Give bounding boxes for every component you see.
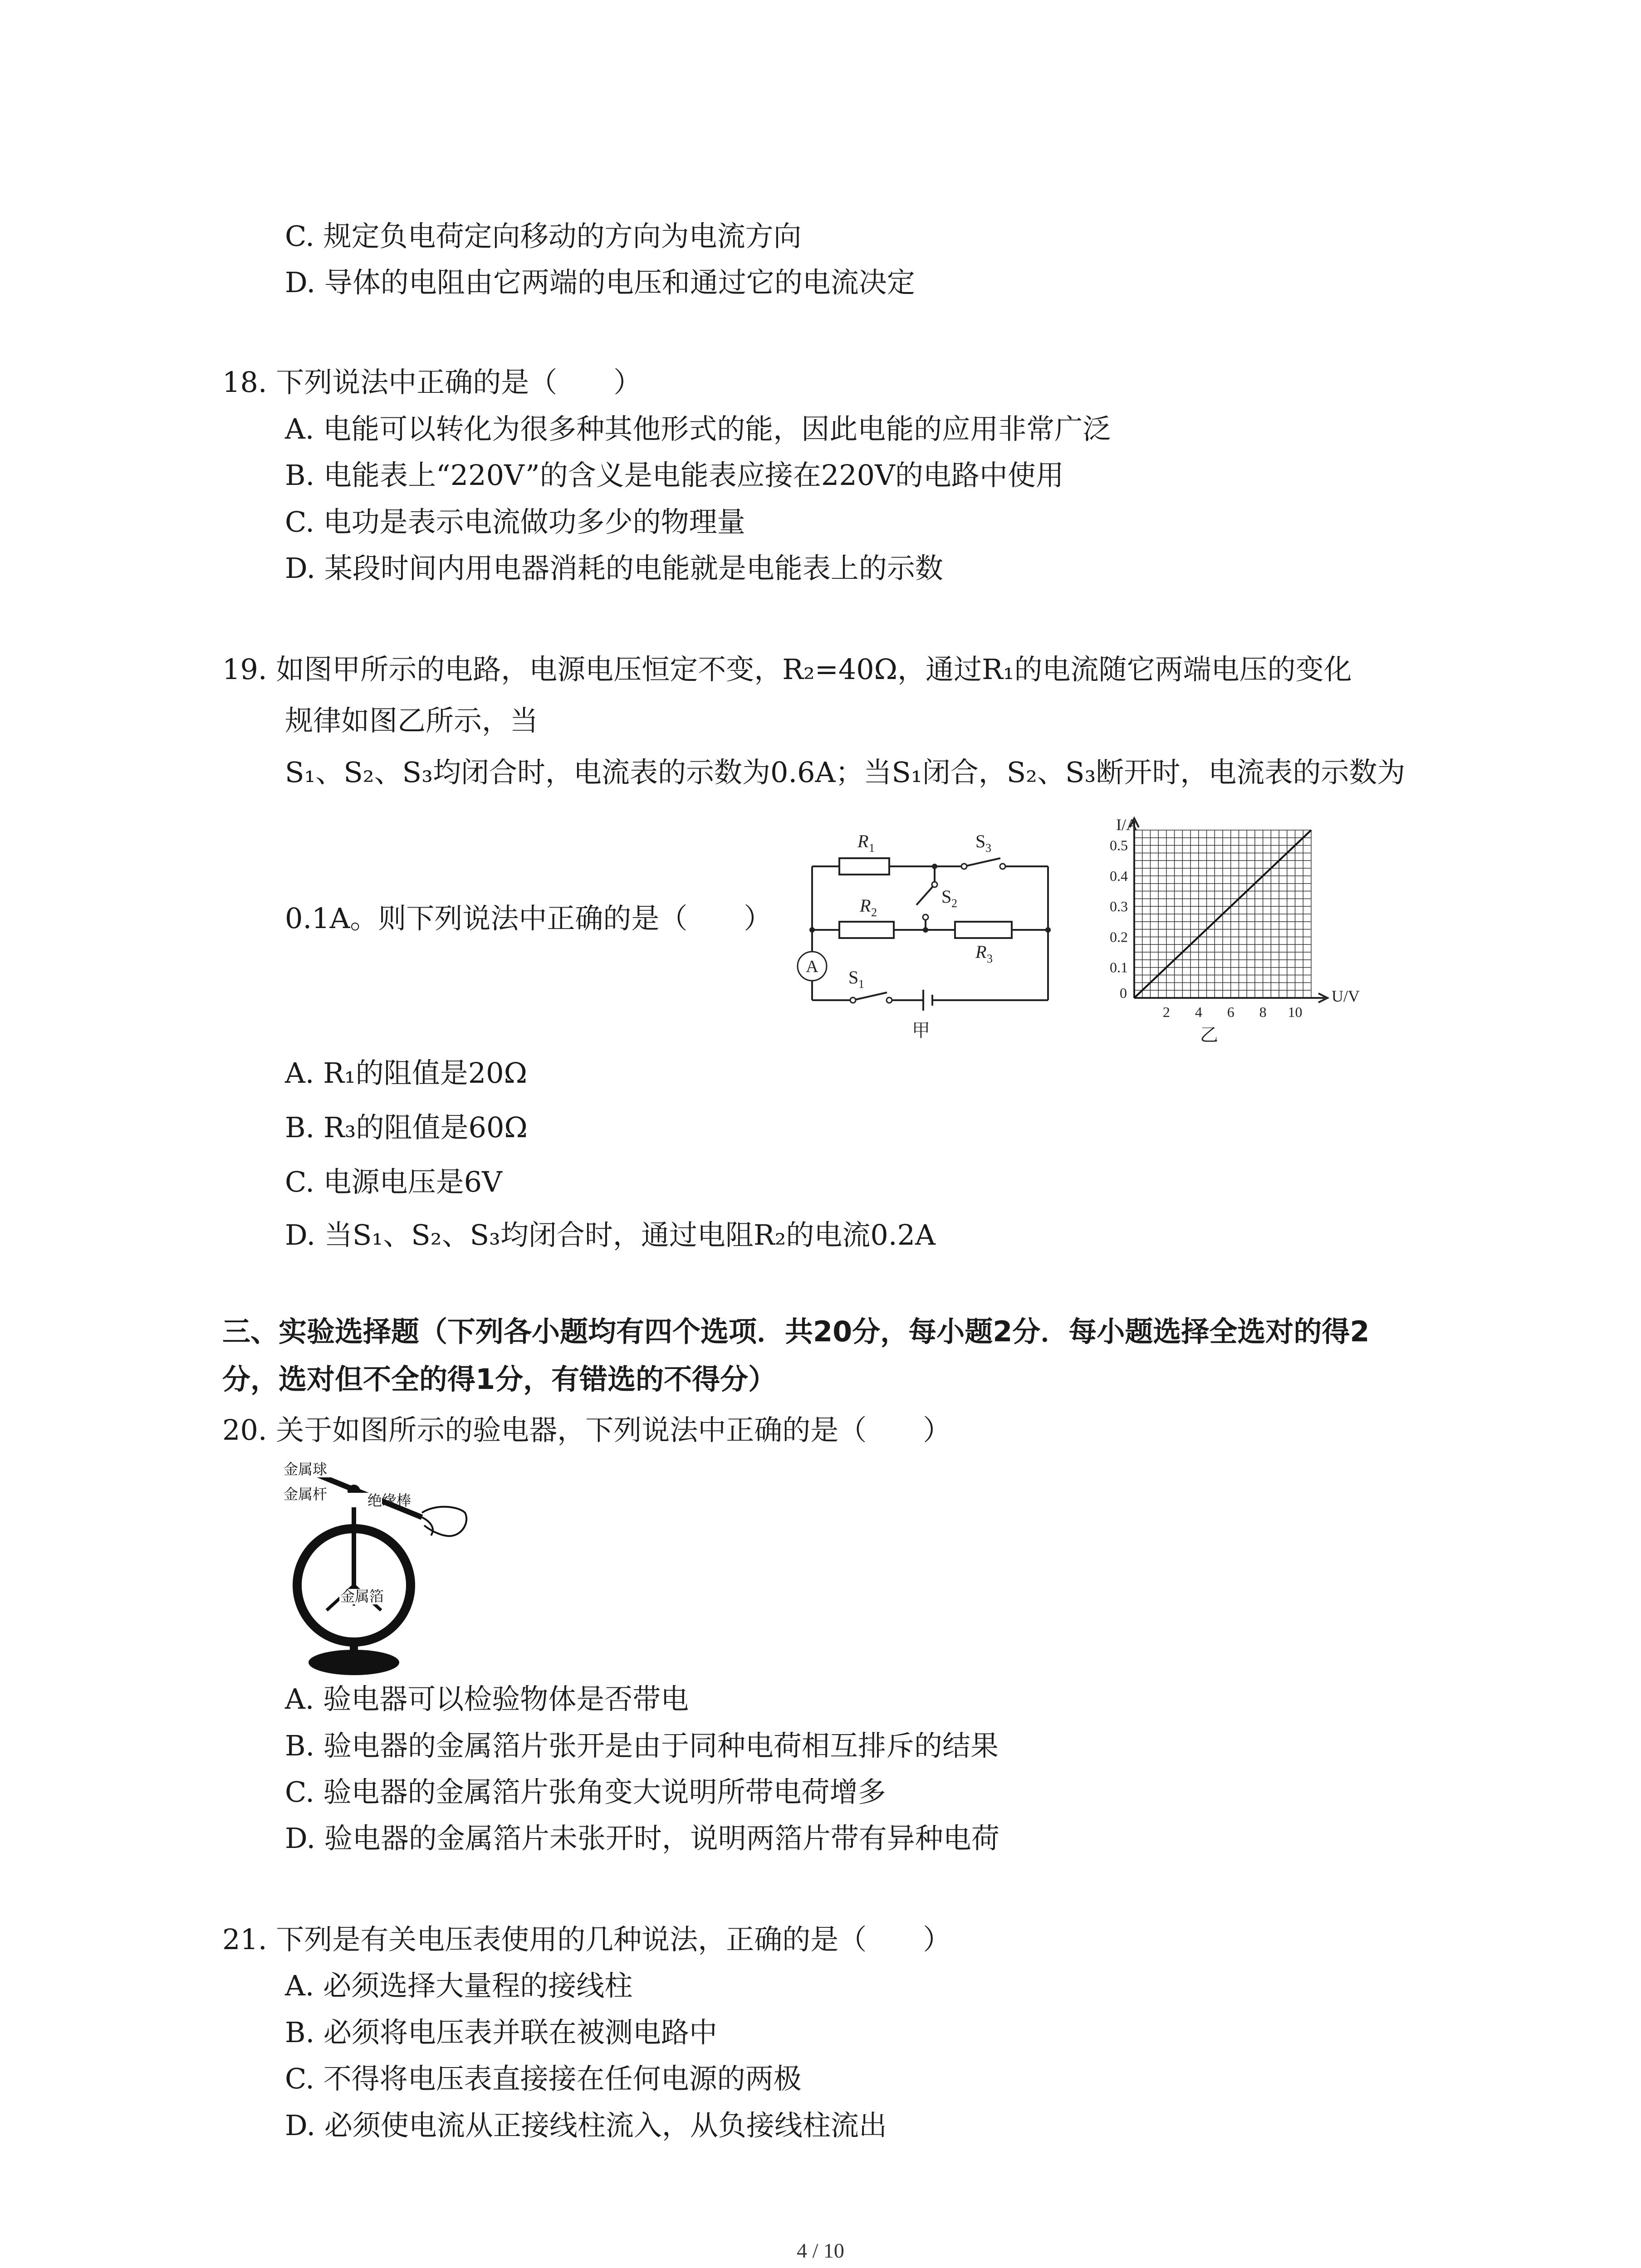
q19-option-d: D. 当S₁、S₂、S₃均闭合时，通过电阻R₂的电流0.2A bbox=[285, 1218, 936, 1251]
s2-label: S bbox=[941, 886, 952, 907]
q19-option-b: B. R₃的阻值是60Ω bbox=[285, 1111, 528, 1144]
r2-subscript: 2 bbox=[871, 906, 877, 919]
x-tick-label: 2 bbox=[1162, 1004, 1170, 1020]
y-tick-label: 0.3 bbox=[1110, 898, 1128, 915]
graph-origin-label: 0 bbox=[1120, 985, 1127, 1001]
q18-option-d: D. 某段时间内用电器消耗的电能就是电能表上的示数 bbox=[285, 552, 943, 585]
x-tick-label: 4 bbox=[1195, 1004, 1202, 1020]
graph-caption: 乙 bbox=[1200, 1025, 1218, 1046]
fig-label-foil: 金属箔 bbox=[340, 1588, 384, 1605]
y-tick-label: 0.1 bbox=[1110, 959, 1128, 976]
q19-stem-line-3: S₁、S₂、S₃均闭合时，电流表的示数为0.6A；当S₁闭合，S₂、S₃断开时，电流表的示数为 bbox=[285, 756, 1406, 789]
s3-label: S bbox=[975, 831, 986, 851]
circuit-caption: 甲 bbox=[912, 1020, 930, 1041]
r1-subscript: 1 bbox=[869, 841, 875, 855]
y-tick-label: 0.4 bbox=[1110, 867, 1128, 884]
graph-ylabel: I/A bbox=[1116, 816, 1138, 834]
r3-label: R bbox=[975, 942, 987, 962]
r2-label: R bbox=[860, 895, 871, 916]
q17-option-d: D. 导体的电阻由它两端的电压和通过它的电流决定 bbox=[285, 266, 915, 299]
q20-option-d: D. 验电器的金属箔片未张开时，说明两箔片带有异种电荷 bbox=[285, 1822, 999, 1855]
s3-subscript: 3 bbox=[985, 841, 991, 855]
s1-subscript: 1 bbox=[858, 978, 864, 991]
x-tick-label: 6 bbox=[1227, 1004, 1234, 1020]
q20-stem: 20. 关于如图所示的验电器，下列说法中正确的是（ ） bbox=[222, 1413, 951, 1447]
r1-label: R bbox=[857, 831, 869, 851]
q20-option-b: B. 验电器的金属箔片张开是由于同种电荷相互排斥的结果 bbox=[285, 1729, 999, 1762]
q18-option-b: B. 电能表上“220V”的含义是电能表应接在220V的电路中使用 bbox=[285, 459, 1064, 492]
fig-label-ball: 金属球 bbox=[284, 1461, 328, 1478]
q17-option-c: C. 规定负电荷定向移动的方向为电流方向 bbox=[285, 220, 802, 253]
q19-stem-line-1: 19. 如图甲所示的电路，电源电压恒定不变，R₂=40Ω，通过R₁的电流随它两端电压的变化 bbox=[222, 653, 1352, 686]
q18-option-a: A. 电能可以转化为很多种其他形式的能，因此电能的应用非常广泛 bbox=[285, 412, 1111, 445]
x-tick-label: 8 bbox=[1259, 1004, 1267, 1020]
q21-option-c: C. 不得将电压表直接接在任何电源的两极 bbox=[285, 2062, 802, 2095]
fig-label-insulating-rod: 绝缘棒 bbox=[367, 1492, 411, 1509]
y-tick-label: 0.2 bbox=[1110, 929, 1128, 945]
s2-subscript: 2 bbox=[951, 897, 957, 910]
q19-stem-line-2: 规律如图乙所示，当 bbox=[285, 704, 539, 737]
page-number: 4 / 10 bbox=[797, 2239, 844, 2262]
ammeter-label: A bbox=[806, 957, 818, 976]
q21-option-d: D. 必须使电流从正接线柱流入，从负接线柱流出 bbox=[285, 2109, 887, 2142]
q21-option-b: B. 必须将电压表并联在被测电路中 bbox=[285, 2016, 717, 2049]
q20-option-a: A. 验电器可以检验物体是否带电 bbox=[285, 1682, 689, 1716]
section3-heading-line-1: 三、实验选择题（下列各小题均有四个选项．共20分，每小题2分．每小题选择全选对的得2 bbox=[222, 1315, 1370, 1348]
q21-stem: 21. 下列是有关电压表使用的几种说法，正确的是（ ） bbox=[222, 1923, 951, 1956]
q19-stem-line-4: 0.1A。则下列说法中正确的是（ ） bbox=[285, 902, 772, 935]
electroscope-figure bbox=[272, 1449, 508, 1685]
section3-heading-line-2: 分，选对但不全的得1分，有错选的不得分） bbox=[222, 1363, 777, 1396]
s1-label: S bbox=[848, 967, 859, 987]
iu-graph bbox=[1080, 812, 1361, 1048]
graph-xlabel: U/V bbox=[1332, 987, 1360, 1005]
q19-option-c: C. 电源电压是6V bbox=[285, 1165, 502, 1198]
q20-option-c: C. 验电器的金属箔片张角变大说明所带电荷增多 bbox=[285, 1775, 886, 1809]
x-tick-label: 10 bbox=[1288, 1004, 1303, 1020]
q21-option-a: A. 必须选择大量程的接线柱 bbox=[285, 1969, 633, 2002]
fig-label-rod: 金属杆 bbox=[284, 1486, 328, 1503]
q19-option-a: A. R₁的阻值是20Ω bbox=[285, 1056, 528, 1090]
q18-stem: 18. 下列说法中正确的是（ ） bbox=[222, 366, 642, 399]
circuit-diagram bbox=[785, 821, 1075, 1043]
q18-option-c: C. 电功是表示电流做功多少的物理量 bbox=[285, 505, 745, 538]
y-tick-label: 0.5 bbox=[1110, 837, 1128, 854]
r3-subscript: 3 bbox=[987, 952, 993, 965]
